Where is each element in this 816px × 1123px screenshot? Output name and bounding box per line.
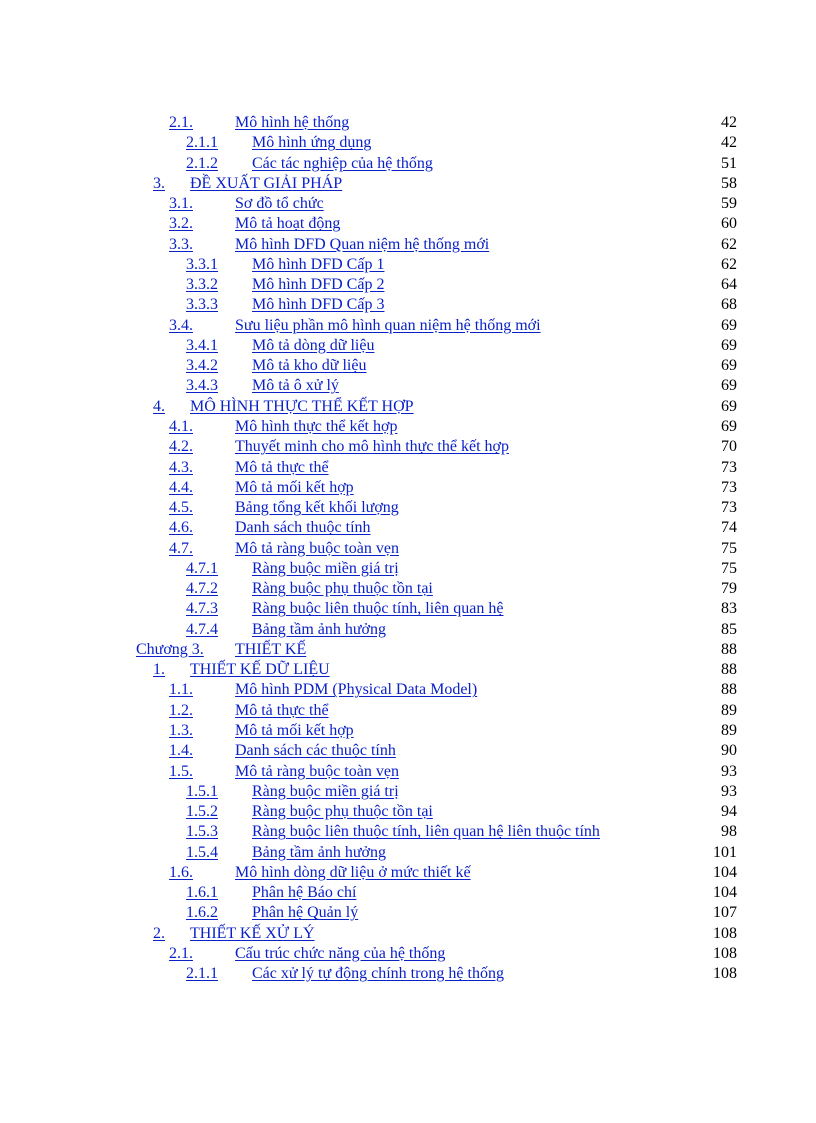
toc-entry-number-link[interactable]: 1. [153, 661, 165, 679]
toc-entry-title-link[interactable]: Mô tả kho dữ liệu [252, 357, 367, 375]
toc-entry-page-number: 93 [721, 762, 737, 780]
toc-entry-title-link[interactable]: THIẾT KẾ DỮ LIỆU [190, 661, 330, 679]
toc-entry[interactable] [0, 356, 816, 376]
toc-entry[interactable] [0, 235, 816, 255]
toc-entry-page-number: 73 [721, 499, 737, 517]
toc-entry-number-link[interactable]: 4.5. [169, 499, 193, 517]
toc-entry-number-link[interactable]: 2.1. [169, 944, 193, 962]
toc-entry[interactable] [0, 903, 816, 923]
toc-entry-number-link[interactable]: 4.1. [169, 417, 193, 435]
toc-entry[interactable] [0, 133, 816, 153]
toc-entry-number-link[interactable]: 3.4. [169, 316, 193, 334]
toc-entry-number-link[interactable]: 3.2. [169, 215, 193, 233]
toc-entry-number-link[interactable]: 1.5.4 [186, 843, 218, 861]
toc-entry-page-number: 64 [721, 276, 737, 294]
toc-entry-title-link[interactable]: ĐỀ XUẤT GIẢI PHÁP [190, 174, 343, 192]
toc-entry-number-link[interactable]: 1.1. [169, 681, 193, 699]
toc-entry-title-link[interactable]: Ràng buộc miền giá trị [252, 559, 399, 577]
toc-entry-number-link[interactable]: 4.3. [169, 458, 193, 476]
toc-entry-number-link[interactable]: 3.1. [169, 195, 193, 213]
toc-entry-title-link[interactable]: Mô hình DFD Quan niệm hệ thống mới [235, 235, 490, 253]
toc-entry-title-link[interactable]: MÔ HÌNH THỰC THỂ KẾT HỢP [190, 397, 414, 415]
toc-entry-page-number: 69 [721, 316, 737, 334]
toc-entry-title-link[interactable]: Danh sách các thuộc tính [235, 742, 396, 760]
toc-entry[interactable] [0, 437, 816, 457]
toc-entry[interactable] [0, 660, 816, 680]
toc-entry-page-number: 70 [721, 438, 737, 456]
toc-entry-page-number: 98 [721, 823, 737, 841]
toc-entry[interactable] [0, 417, 816, 437]
table-of-contents [0, 113, 816, 984]
toc-entry-title-link[interactable]: THIẾT KẾ [235, 640, 307, 658]
toc-entry[interactable] [0, 295, 816, 315]
toc-entry[interactable] [0, 680, 816, 700]
toc-entry-page-number: 69 [721, 336, 737, 354]
toc-entry-page-number: 88 [721, 661, 737, 679]
toc-entry[interactable] [0, 518, 816, 538]
toc-entry-number-link[interactable]: 2.1.2 [186, 154, 218, 172]
toc-entry-title-link[interactable]: Bảng tầm ảnh hưởng [252, 843, 386, 861]
toc-entry[interactable] [0, 944, 816, 964]
toc-entry-title-link[interactable]: Mô tả ràng buộc toàn vẹn [235, 762, 399, 780]
toc-entry[interactable] [0, 498, 816, 518]
toc-entry[interactable] [0, 741, 816, 761]
toc-entry[interactable] [0, 843, 816, 863]
toc-entry-title-link[interactable]: Mô hình hệ thống [235, 114, 350, 131]
toc-entry[interactable] [0, 721, 816, 741]
toc-entry-title-link[interactable]: Phân hệ Báo chí [252, 884, 357, 902]
toc-entry[interactable] [0, 802, 816, 822]
toc-entry[interactable] [0, 275, 816, 295]
toc-entry-page-number: 108 [713, 944, 737, 962]
toc-entry-number-link[interactable]: 4.7.2 [186, 580, 218, 598]
toc-entry-page-number: 69 [721, 357, 737, 375]
toc-entry-number-link[interactable]: 4.4. [169, 478, 193, 496]
toc-entry-page-number: 108 [713, 924, 737, 942]
toc-entry-page-number: 108 [713, 965, 737, 983]
toc-entry-number-link[interactable]: 4. [153, 397, 165, 415]
toc-entry-title-link[interactable]: Các xử lý tự động chính trong hệ thống [252, 965, 504, 983]
toc-entry[interactable] [0, 883, 816, 903]
toc-entry[interactable] [0, 458, 816, 478]
toc-entry-number-link[interactable]: 1.6. [169, 863, 193, 881]
toc-entry[interactable] [0, 478, 816, 498]
toc-entry-page-number: 42 [721, 114, 737, 131]
toc-entry-title-link[interactable]: Mô tả hoạt động [235, 215, 341, 233]
toc-entry-page-number: 73 [721, 478, 737, 496]
toc-entry-title-link[interactable]: Mô hình DFD Cấp 2 [252, 276, 385, 294]
toc-entry-number-link[interactable]: 1.5.1 [186, 782, 218, 800]
toc-entry-title-link[interactable]: Ràng buộc phụ thuộc tồn tại [252, 803, 433, 821]
toc-entry-title-link[interactable]: Mô hình PDM (Physical Data Model) [235, 681, 478, 699]
toc-entry-number-link[interactable]: 1.3. [169, 721, 193, 739]
toc-entry[interactable] [0, 640, 816, 660]
toc-entry-page-number: 89 [721, 721, 737, 739]
toc-entry[interactable] [0, 539, 816, 559]
toc-entry-title-link[interactable]: Mô tả thực thể [235, 458, 329, 476]
toc-entry-number-link[interactable]: 3.3.1 [186, 255, 218, 273]
toc-entry[interactable] [0, 194, 816, 214]
toc-entry-page-number: 75 [721, 539, 737, 557]
toc-entry-number-link[interactable]: 2.1.1 [186, 965, 218, 983]
toc-entry-page-number: 51 [721, 154, 737, 172]
toc-entry[interactable] [0, 579, 816, 599]
toc-entry-number-link[interactable]: 3.3.2 [186, 276, 218, 294]
toc-entry-page-number: 59 [721, 195, 737, 213]
toc-entry-title-link[interactable]: Mô tả thực thể [235, 701, 329, 719]
toc-entry-title-link[interactable]: Ràng buộc phụ thuộc tồn tại [252, 580, 433, 598]
toc-entry-number-link[interactable]: 1.5. [169, 762, 193, 780]
toc-entry-page-number: 89 [721, 701, 737, 719]
toc-entry-title-link[interactable]: Sưu liệu phần mô hình quan niệm hệ thống mới [235, 316, 541, 334]
toc-entry-number-link[interactable]: 4.7.1 [186, 559, 218, 577]
toc-entry-title-link[interactable]: Ràng buộc liên thuộc tính, liên quan hệ [252, 600, 504, 618]
toc-entry[interactable] [0, 863, 816, 883]
toc-entry-number-link[interactable]: Chương 3. [136, 640, 204, 658]
toc-entry-title-link[interactable]: Mô tả mối kết hợp [235, 478, 354, 496]
toc-entry-number-link[interactable]: 3.4.2 [186, 357, 218, 375]
toc-entry-number-link[interactable]: 4.7. [169, 539, 193, 557]
toc-entry-number-link[interactable]: 3. [153, 174, 165, 192]
toc-entry[interactable] [0, 316, 816, 336]
toc-entry[interactable] [0, 822, 816, 842]
toc-entry[interactable] [0, 336, 816, 356]
toc-entry-number-link[interactable]: 2. [153, 924, 165, 942]
toc-entry-number-link[interactable]: 1.5.2 [186, 803, 218, 821]
toc-entry[interactable] [0, 174, 816, 194]
toc-entry-page-number: 75 [721, 559, 737, 577]
toc-entry[interactable] [0, 559, 816, 579]
toc-entry-page-number: 68 [721, 296, 737, 314]
toc-entry-page-number: 90 [721, 742, 737, 760]
toc-entry-page-number: 42 [721, 134, 737, 152]
toc-entry-title-link[interactable]: THIẾT KẾ XỬ LÝ [190, 924, 315, 942]
toc-entry-page-number: 83 [721, 600, 737, 618]
toc-entry-title-link[interactable]: Mô hình thực thể kết hợp [235, 417, 398, 435]
toc-entry[interactable] [0, 214, 816, 234]
toc-entry-page-number: 69 [721, 377, 737, 395]
toc-entry-title-link[interactable]: Mô tả ô xử lý [252, 377, 339, 395]
toc-entry-page-number: 69 [721, 397, 737, 415]
toc-entry-page-number: 58 [721, 174, 737, 192]
toc-entry-page-number: 88 [721, 681, 737, 699]
toc-entry-number-link[interactable]: 1.5.3 [186, 823, 218, 841]
toc-entry-title-link[interactable]: Cấu trúc chức năng của hệ thống [235, 944, 446, 962]
toc-entry-number-link[interactable]: 4.7.3 [186, 600, 218, 618]
toc-entry[interactable] [0, 255, 816, 275]
toc-entry-page-number: 104 [713, 863, 737, 881]
toc-entry-title-link[interactable]: Mô tả mối kết hợp [235, 721, 354, 739]
toc-entry-title-link[interactable]: Các tác nghiệp của hệ thống [252, 154, 433, 172]
toc-entry-number-link[interactable]: 4.6. [169, 519, 193, 537]
toc-entry-page-number: 74 [721, 519, 737, 537]
toc-entry[interactable] [0, 397, 816, 417]
toc-entry-page-number: 85 [721, 620, 737, 638]
toc-entry-page-number: 88 [721, 640, 737, 658]
toc-entry-page-number: 104 [713, 884, 737, 902]
toc-entry[interactable] [0, 701, 816, 721]
toc-entry-page-number: 107 [713, 904, 737, 922]
toc-entry-title-link[interactable]: Ràng buộc miền giá trị [252, 782, 399, 800]
toc-entry-title-link[interactable]: Mô tả ràng buộc toàn vẹn [235, 539, 399, 557]
toc-entry-number-link[interactable]: 3.3. [169, 235, 193, 253]
toc-entry-title-link[interactable]: Mô hình DFD Cấp 3 [252, 296, 385, 314]
toc-entry-title-link[interactable]: Thuyết minh cho mô hình thực thể kết hợp [235, 438, 509, 456]
toc-entry[interactable] [0, 154, 816, 174]
toc-entry-number-link[interactable]: 1.6.1 [186, 884, 218, 902]
toc-entry-title-link[interactable]: Mô hình DFD Cấp 1 [252, 255, 385, 273]
toc-entry[interactable] [0, 762, 816, 782]
toc-entry[interactable] [0, 113, 816, 133]
toc-entry-page-number: 94 [721, 803, 737, 821]
toc-entry[interactable] [0, 599, 816, 619]
toc-entry-page-number: 79 [721, 580, 737, 598]
toc-entry[interactable] [0, 782, 816, 802]
toc-entry-page-number: 73 [721, 458, 737, 476]
toc-entry-page-number: 69 [721, 417, 737, 435]
toc-entry-number-link[interactable]: 1.2. [169, 701, 193, 719]
toc-entry-title-link[interactable]: Mô hình dòng dữ liệu ở mức thiết kế [235, 863, 471, 881]
toc-entry-page-number: 93 [721, 782, 737, 800]
toc-entry-number-link[interactable]: 4.2. [169, 438, 193, 456]
toc-entry-title-link[interactable]: Mô hình ứng dụng [252, 134, 372, 152]
toc-entry-page-number: 62 [721, 235, 737, 253]
toc-entry[interactable] [0, 376, 816, 396]
toc-entry-title-link[interactable]: Bảng tầm ảnh hưởng [252, 620, 386, 638]
toc-entry-title-link[interactable]: Danh sách thuộc tính [235, 519, 371, 537]
toc-entry-page-number: 60 [721, 215, 737, 233]
toc-entry-number-link[interactable]: 4.7.4 [186, 620, 218, 638]
toc-entry-page-number: 62 [721, 255, 737, 273]
toc-entry-title-link[interactable]: Bảng tổng kết khối lượng [235, 499, 399, 517]
toc-entry-number-link[interactable]: 2.1.1 [186, 134, 218, 152]
toc-entry-title-link[interactable]: Mô tả dòng dữ liệu [252, 336, 375, 354]
toc-entry-number-link[interactable]: 3.3.3 [186, 296, 218, 314]
toc-entry-number-link[interactable]: 3.4.1 [186, 336, 218, 354]
toc-entry-number-link[interactable]: 2.1. [169, 114, 193, 131]
toc-entry-title-link[interactable]: Sơ đồ tổ chức [235, 195, 324, 213]
toc-entry-number-link[interactable]: 1.4. [169, 742, 193, 760]
toc-entry[interactable] [0, 620, 816, 640]
toc-entry-title-link[interactable]: Phân hệ Quản lý [252, 904, 359, 922]
toc-entry-number-link[interactable]: 3.4.3 [186, 377, 218, 395]
toc-entry-page-number: 101 [713, 843, 737, 861]
toc-entry-number-link[interactable]: 1.6.2 [186, 904, 218, 922]
toc-entry-title-link[interactable]: Ràng buộc liên thuộc tính, liên quan hệ liên thuộc tính [252, 823, 600, 841]
toc-entry[interactable] [0, 964, 816, 984]
toc-entry[interactable] [0, 924, 816, 944]
